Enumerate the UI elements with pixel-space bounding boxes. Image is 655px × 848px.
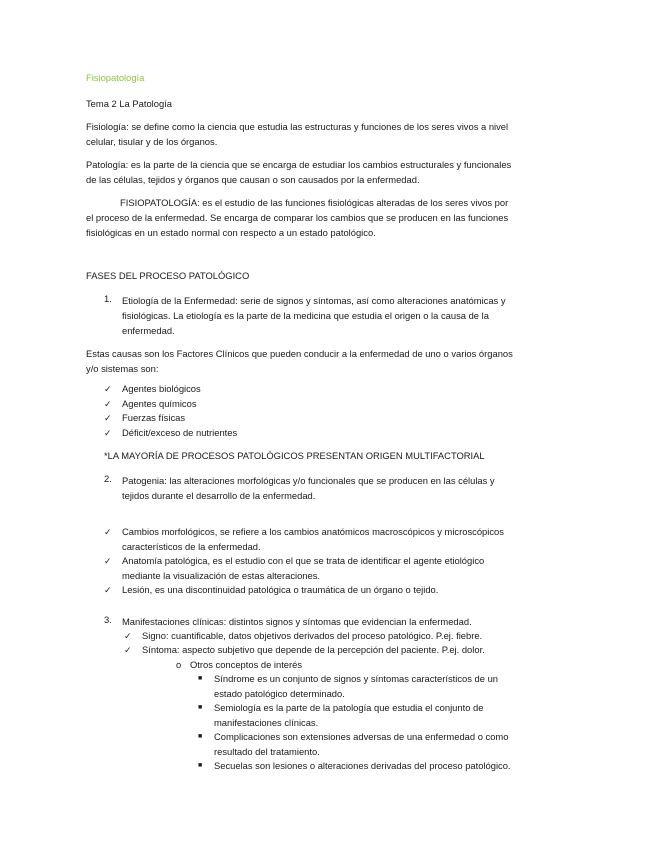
- checkmark-icon: ✓: [104, 585, 112, 595]
- square-bullet-icon: ■: [198, 704, 203, 711]
- square-bullet-icon: ■: [198, 675, 203, 682]
- item-text: Etiología de la Enfermedad: serie de signos y síntomas, así como alteraciones anatómicas y fisiológicas. La etiología es la parte de la medicina que estudia el origen o la causa de la enfermedad.: [122, 295, 506, 336]
- list-item: ✓ Signo: cuantificable, datos objetivos derivados del proceso patológico. P.ej. fiebre.: [86, 629, 516, 644]
- square-bullet-icon: ■: [198, 733, 203, 740]
- document-title: Fisiopatología: [86, 72, 145, 83]
- numbered-item-patogenia: [86, 473, 516, 503]
- fisiopatologia-paragraph: FISIOPATOLOGÍA: es el estudio de las funciones fisiológicas alteradas de los seres vivos por el proceso de la enfermedad. Se encarga de comparar los cambios que se producen en las funciones fisiológicas en un estado normal con respecto a un estado patológico.: [86, 197, 509, 238]
- list-item: ■ Semiología es la parte de la patología que estudia el conjunto de manifestaciones clínicas.: [198, 702, 484, 728]
- multifactorial-note: *LA MAYORÍA DE PROCESOS PATOLÓGICOS PRESENTAN ORIGEN MULTIFACTORIAL: [104, 450, 485, 461]
- list-item: ■ Secuelas son lesiones o alteraciones derivadas del proceso patológico.: [86, 759, 516, 774]
- checkmark-icon: ✓: [104, 384, 112, 394]
- numbered-item-etiologia: [86, 293, 516, 338]
- list-item: ✓ Anatomía patológica, es el estudio con el que se trata de identificar el agente etiológico mediante la visualización de estas alteraciones.: [104, 555, 485, 581]
- otros-list: [86, 672, 516, 774]
- patogenia-list: [86, 525, 516, 598]
- checkmark-icon: ✓: [104, 413, 112, 423]
- item-number: 1.: [104, 293, 112, 304]
- checkmark-icon: ✓: [104, 427, 112, 438]
- item-number: 3.: [104, 613, 112, 625]
- fisiologia-paragraph: Fisiología: se define como la ciencia que estudia las estructuras y funciones de los seres vivos a nivel celular, tisular y de los órganos.: [86, 121, 509, 147]
- list-item: ■ Síndrome es un conjunto de signos y síntomas característicos de un estado patológico determinado.: [198, 673, 499, 699]
- fases-heading: FASES DEL PROCESO PATOLÓGICO: [86, 270, 250, 281]
- patologia-paragraph: Patología: es la parte de la ciencia que se encarga de estudiar los cambios estructurales y funcionales de las células, tejidos y órganos que causan o son causados por la enfermedad.: [86, 159, 512, 185]
- list-item: ✓ Síntoma: aspecto subjetivo que depende de la percepción del paciente. P.ej. dolor.: [86, 643, 516, 658]
- manifestaciones-list: [86, 629, 516, 658]
- numbered-item-manifestaciones: [86, 614, 516, 629]
- topic-heading: Tema 2 La Patología: [86, 98, 172, 109]
- list-item: ✓ Agentes químicos: [86, 397, 516, 412]
- checkmark-icon: ✓: [124, 630, 132, 641]
- causas-intro: Estas causas son los Factores Clínicos que pueden conducir a la enfermedad de uno o varios órganos y/o sistemas son:: [86, 348, 513, 374]
- list-item: ■ Complicaciones son extensiones adversas de una enfermedad o como resultado del tratamiento.: [198, 731, 509, 757]
- square-bullet-icon: ■: [198, 762, 203, 769]
- document-page: [86, 70, 516, 774]
- list-item: ✓ Lesión, es una discontinuidad patológica o traumática de un órgano o tejido.: [86, 583, 516, 598]
- list-item: ✓ Agentes biológicos: [86, 382, 516, 397]
- causas-list: [86, 382, 516, 440]
- list-item: ✓ Cambios morfológicos, se refiere a los cambios anatómicos macroscópicos y microscópicos característicos de la enfermedad.: [104, 526, 504, 552]
- item-text: Manifestaciones clínicas: distintos signos y síntomas que evidencian la enfermedad.: [122, 615, 472, 627]
- item-number: 2.: [104, 473, 112, 484]
- circle-bullet-icon: o: [176, 658, 182, 670]
- checkmark-icon: ✓: [104, 556, 112, 566]
- item-text: Patogenia: las alteraciones morfológicas y/o funcionales que se producen en las células y tejidos durante el desarrollo de la enfermedad.: [122, 475, 495, 501]
- list-item: ✓ Déficit/exceso de nutrientes: [86, 426, 516, 441]
- otros-label-item: o Otros conceptos de interés: [86, 658, 516, 673]
- checkmark-icon: ✓: [104, 527, 112, 537]
- checkmark-icon: ✓: [124, 645, 132, 655]
- list-item: ✓ Fuerzas físicas: [86, 411, 516, 426]
- checkmark-icon: ✓: [104, 398, 112, 409]
